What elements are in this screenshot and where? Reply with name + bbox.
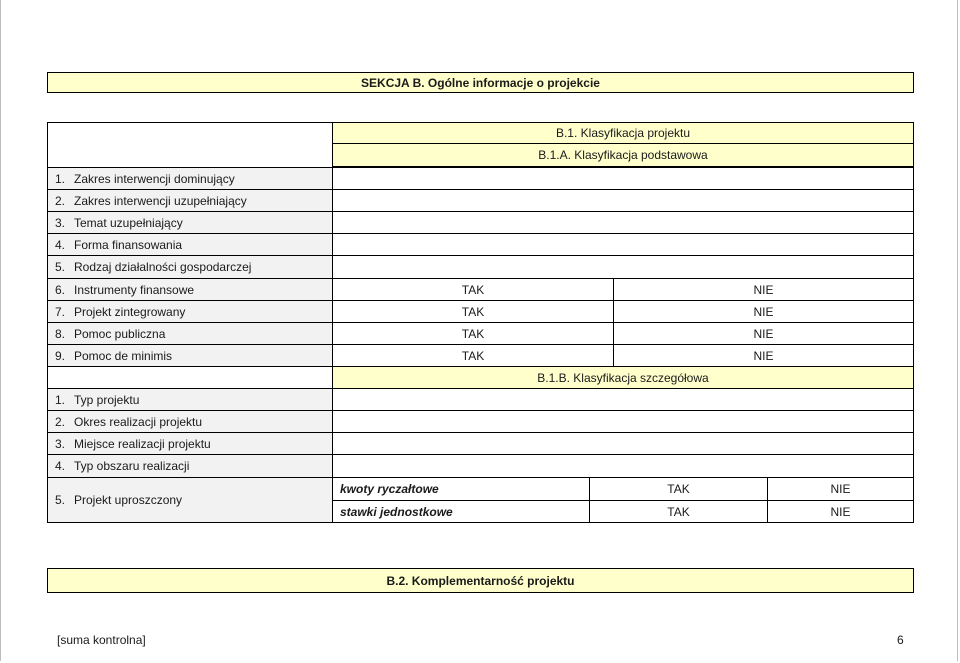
page-number: 6 (897, 633, 904, 647)
b2-title (47, 568, 914, 593)
item-label: Miejsce realizacji projektu (74, 436, 211, 451)
yes-option[interactable] (332, 344, 614, 367)
item-number: 4. (55, 237, 66, 252)
b1-title (332, 122, 914, 144)
b1b-item-label (47, 454, 333, 478)
no-label: NIE (753, 326, 774, 341)
item-number: 8. (55, 326, 66, 341)
no-label: NIE (753, 282, 774, 297)
option-label: kwoty ryczałtowe (340, 482, 439, 496)
b1a-item-value[interactable] (332, 189, 914, 212)
b1b-item-label (47, 432, 333, 455)
option-label: stawki jednostkowe (340, 504, 453, 519)
item-number: 5. (55, 260, 66, 274)
b1a-item-label (47, 189, 333, 212)
item-number: 3. (55, 436, 66, 451)
item-number: 2. (55, 414, 66, 429)
item-number: 5. (55, 493, 66, 507)
section-title (47, 72, 914, 93)
item-label: Okres realizacji projektu (74, 414, 203, 429)
yes-label: TAK (461, 304, 485, 319)
b1b-item-label (47, 477, 333, 523)
item-number: 1. (55, 171, 66, 186)
item-number: 2. (55, 193, 66, 208)
item-number: 7. (55, 304, 66, 319)
yes-option[interactable] (589, 477, 768, 501)
b1a-yesno-label (47, 344, 333, 367)
item-label: Zakres interwencji uzupełniający (74, 193, 247, 208)
b1a-title-text: B.1.A. Klasyfikacja podstawowa (538, 148, 708, 162)
b1a-yesno-label (47, 322, 333, 345)
item-number: 6. (55, 282, 66, 297)
yes-label: TAK (461, 282, 485, 297)
b1b-item-value[interactable] (332, 410, 914, 433)
b2-title-text: B.2. Komplementarność projektu (386, 573, 575, 588)
b1-title-text: B.1. Klasyfikacja projektu (555, 126, 691, 140)
no-option[interactable] (613, 322, 914, 345)
b1a-title (332, 143, 914, 167)
b1b-item-value[interactable] (332, 388, 914, 411)
b1a-item-label (47, 167, 333, 190)
no-label: NIE (830, 504, 851, 519)
section-title-text: SEKCJA B. Ogólne informacje o projekcie (361, 75, 600, 90)
item-label: Pomoc de minimis (74, 348, 173, 363)
no-option[interactable] (767, 477, 914, 501)
b1a-item-label (47, 233, 333, 256)
b1a-item-value[interactable] (332, 233, 914, 256)
no-label: NIE (753, 304, 774, 319)
yes-label: TAK (461, 348, 485, 363)
b1a-yesno-label (47, 300, 333, 323)
item-label: Forma finansowania (74, 237, 183, 252)
b1b-title (332, 366, 914, 389)
item-number: 4. (55, 459, 66, 473)
item-label: Rodzaj działalności gospodarczej (74, 260, 252, 274)
b1a-item-value[interactable] (332, 211, 914, 234)
b1a-item-value[interactable] (332, 167, 914, 190)
b1b-title-text: B.1.B. Klasyfikacja szczegółowa (537, 370, 709, 385)
b1b-item-value[interactable] (332, 432, 914, 455)
item-label: Pomoc publiczna (74, 326, 166, 341)
yes-label: TAK (461, 326, 485, 341)
yes-label: TAK (667, 482, 690, 496)
yes-option[interactable] (332, 278, 614, 301)
item-label: Projekt zintegrowany (74, 304, 186, 319)
no-label: NIE (753, 348, 774, 363)
top-left-blank (47, 122, 333, 168)
b1a-item-label (47, 211, 333, 234)
b1b-item-label (47, 388, 333, 411)
no-option[interactable] (613, 344, 914, 367)
lump-sum-label (332, 477, 590, 501)
b1b-item-label (47, 410, 333, 433)
item-label: Instrumenty finansowe (74, 282, 195, 297)
b1b-item-value[interactable] (332, 454, 914, 478)
yes-label: TAK (667, 504, 690, 519)
b1a-yesno-label (47, 278, 333, 301)
item-label: Zakres interwencji dominujący (74, 171, 235, 186)
item-label: Typ obszaru realizacji (74, 459, 190, 473)
unit-cost-label (332, 500, 590, 523)
no-option[interactable] (613, 278, 914, 301)
item-number: 9. (55, 348, 66, 363)
b1a-item-label (47, 255, 333, 279)
no-option[interactable] (613, 300, 914, 323)
item-label: Projekt uproszczony (74, 493, 183, 507)
item-number: 1. (55, 392, 66, 407)
item-label: Typ projektu (74, 392, 140, 407)
yes-option[interactable] (332, 322, 614, 345)
item-number: 3. (55, 215, 66, 230)
b1b-left-blank (47, 366, 333, 389)
no-option[interactable] (767, 500, 914, 523)
yes-option[interactable] (589, 500, 768, 523)
b1a-item-value[interactable] (332, 255, 914, 279)
item-label: Temat uzupełniający (74, 215, 183, 230)
checksum-label: [suma kontrolna] (57, 633, 146, 647)
no-label: NIE (830, 482, 851, 496)
yes-option[interactable] (332, 300, 614, 323)
